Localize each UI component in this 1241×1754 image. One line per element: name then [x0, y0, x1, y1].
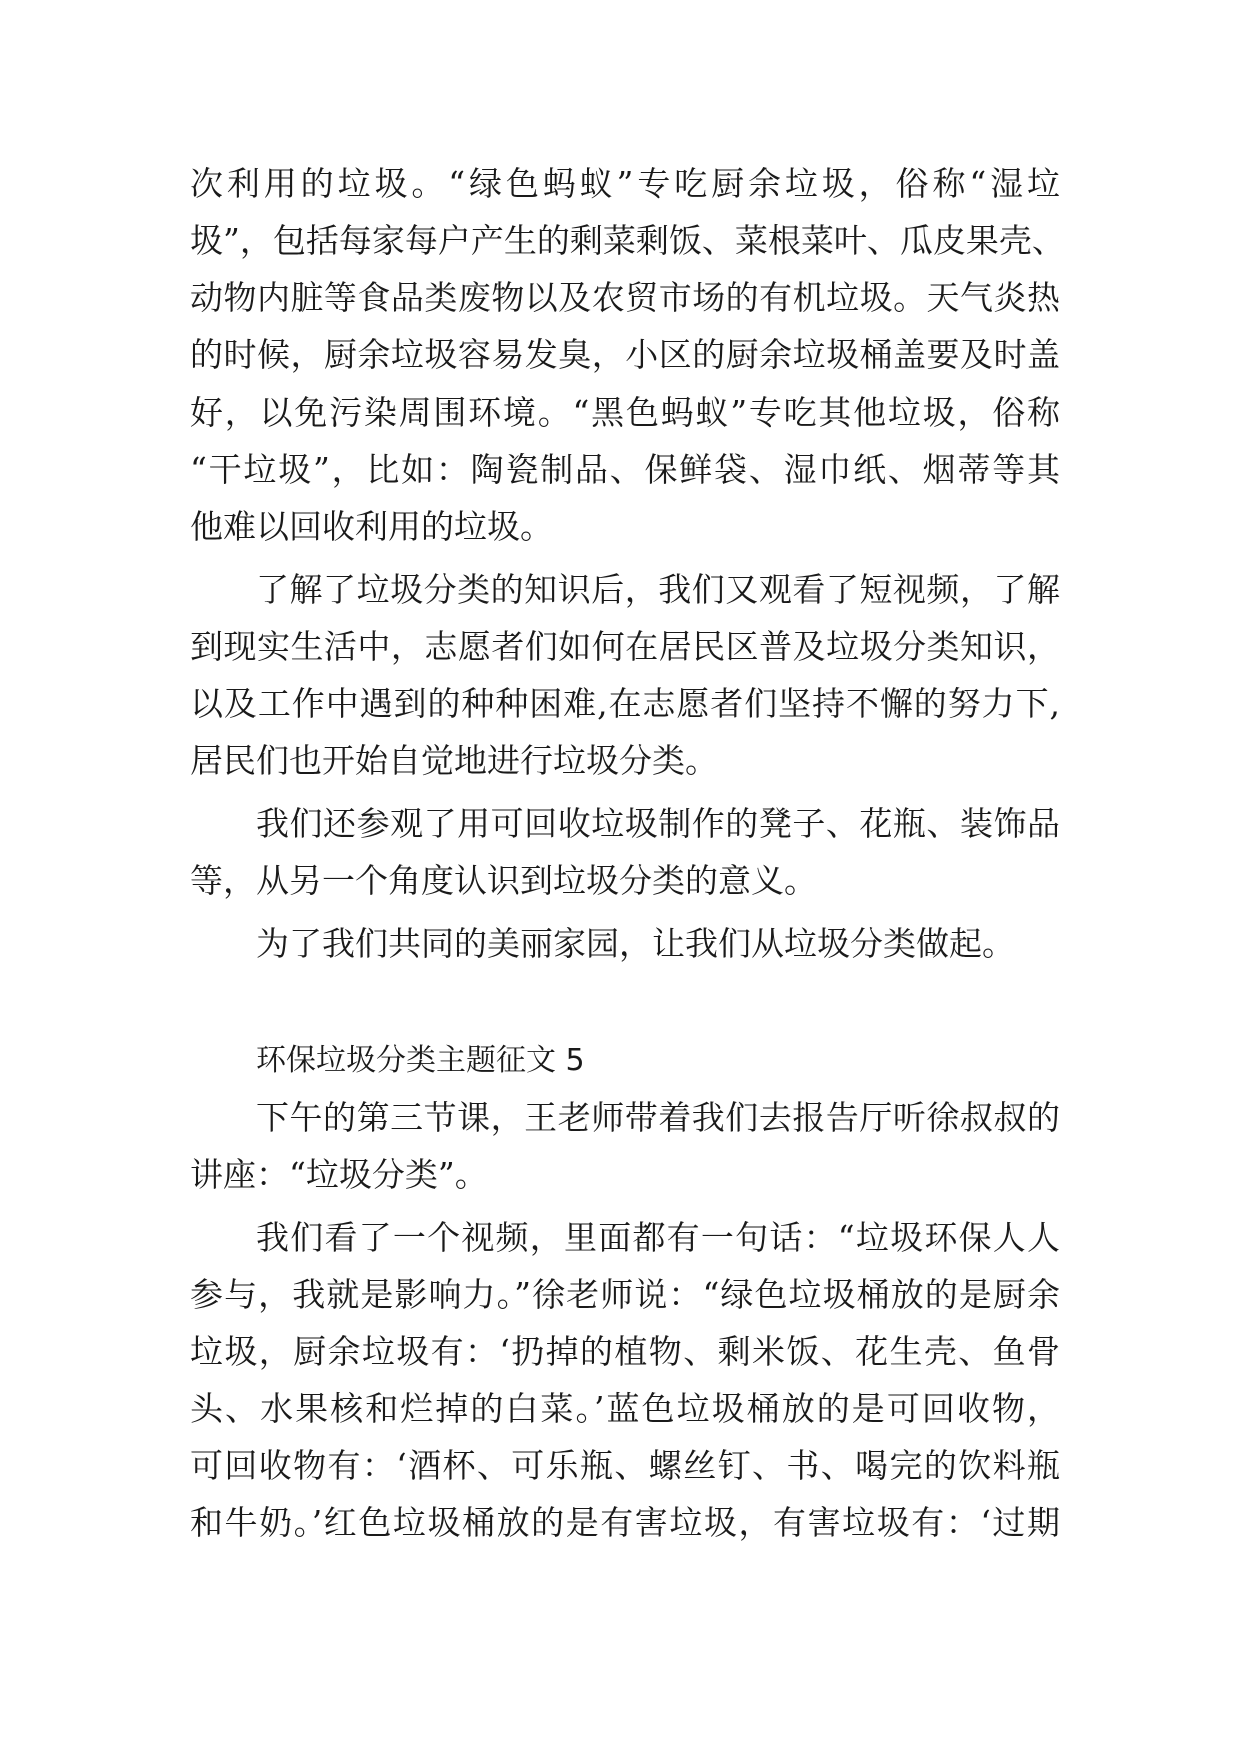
- paragraph-line: 参与，我就是影响力。”徐老师说：“绿色垃圾桶放的是厨余: [190, 1275, 1060, 1314]
- paragraph-line: 他难以回收利用的垃圾。: [190, 507, 553, 546]
- paragraph-line: 为了我们共同的美丽家园，让我们从垃圾分类做起。: [256, 924, 1015, 963]
- paragraph-line: 等，从另一个角度认识到垃圾分类的意义。: [190, 861, 817, 900]
- paragraph-line: 到现实生活中，志愿者们如何在居民区普及垃圾分类知识，: [190, 627, 1060, 666]
- paragraph-line: 以及工作中遇到的种种困难,在志愿者们坚持不懈的努力下,: [190, 684, 1060, 723]
- paragraph-line: 下午的第三节课，王老师带着我们去报告厅听徐叔叔的: [256, 1098, 1060, 1137]
- paragraph-line: 垃圾，厨余垃圾有：‘扔掉的植物、剩米饭、花生壳、鱼骨: [190, 1332, 1060, 1371]
- paragraph-line: 居民们也开始自觉地进行垃圾分类。: [190, 741, 718, 780]
- paragraph-line: “干垃圾”，比如：陶瓷制品、保鲜袋、湿巾纸、烟蒂等其: [190, 450, 1060, 489]
- paragraph-line: 次利用的垃圾。“绿色蚂蚁”专吃厨余垃圾，俗称“湿垃: [190, 164, 1060, 203]
- paragraph-line: 的时候，厨余垃圾容易发臭，小区的厨余垃圾桶盖要及时盖: [190, 335, 1060, 374]
- paragraph-line: 我们还参观了用可回收垃圾制作的凳子、花瓶、装饰品: [256, 804, 1060, 843]
- paragraph-line: 我们看了一个视频，里面都有一句话：“垃圾环保人人: [256, 1218, 1060, 1257]
- paragraph-line: 动物内脏等食品类废物以及农贸市场的有机垃圾。天气炎热: [190, 278, 1060, 317]
- paragraph-line: 好，以免污染周围环境。“黑色蚂蚁”专吃其他垃圾，俗称: [190, 393, 1060, 432]
- paragraph-line: 可回收物有：‘酒杯、可乐瓶、螺丝钉、书、喝完的饮料瓶: [190, 1446, 1060, 1485]
- section-heading: 环保垃圾分类主题征文 5: [256, 1043, 585, 1078]
- paragraph-line: 头、水果核和烂掉的白菜。’蓝色垃圾桶放的是可回收物，: [190, 1389, 1060, 1428]
- paragraph-line: 圾”，包括每家每户产生的剩菜剩饭、菜根菜叶、瓜皮果壳、: [190, 221, 1065, 260]
- paragraph-line: 和牛奶。’红色垃圾桶放的是有害垃圾，有害垃圾有：‘过期: [190, 1503, 1060, 1542]
- paragraph-line: 讲座：“垃圾分类”。: [190, 1155, 488, 1194]
- paragraph-line: 了解了垃圾分类的知识后，我们又观看了短视频，了解: [256, 570, 1060, 609]
